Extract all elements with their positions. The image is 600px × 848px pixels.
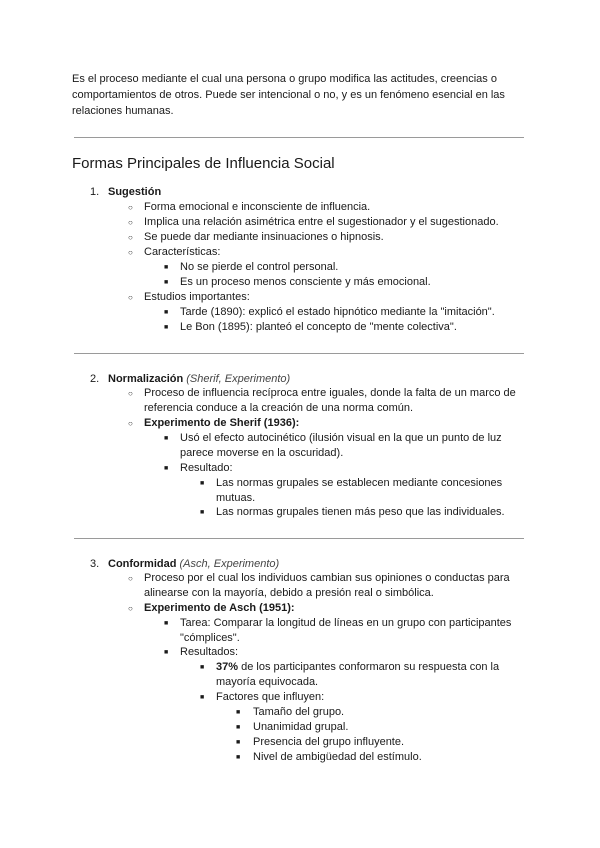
item-heading bbox=[108, 185, 161, 200]
section-title: Formas Principales de Influencia Social bbox=[72, 155, 335, 172]
list-item: Proceso por el cual los individuos cambian sus opiniones o conductas para alinearse con la mayoría, debido a presión real o simbólica. bbox=[144, 572, 510, 599]
list-item: Le Bon (1895): planteó el concepto de "mente colectiva". bbox=[180, 321, 457, 333]
circle-bullet-icon: ○ bbox=[128, 248, 133, 257]
item-heading bbox=[108, 372, 290, 387]
square-bullet-icon: ■ bbox=[164, 465, 169, 472]
percentage-value: 37% bbox=[216, 661, 239, 673]
square-bullet-icon: ■ bbox=[164, 435, 169, 442]
divider bbox=[74, 353, 524, 354]
list-item: Unanimidad grupal. bbox=[253, 721, 349, 733]
square-bullet-icon: ■ bbox=[164, 620, 169, 627]
list-item: Usó el efecto autocinético (ilusión visual en la que un punto de luz parece moverse en la oscuridad). bbox=[180, 432, 502, 459]
item-number: 3. bbox=[90, 558, 100, 570]
square-bullet-icon: ■ bbox=[200, 694, 205, 701]
divider bbox=[74, 538, 524, 539]
item-number: 1. bbox=[90, 186, 100, 198]
intro-paragraph: Es el proceso mediante el cual una persona o grupo modifica las actitudes, creencias o comportamientos de otros. Puede ser intencional o no, y es un fenómeno esencial en las relaciones humanas. bbox=[72, 73, 505, 117]
list-item: Presencia del grupo influyente. bbox=[253, 736, 405, 748]
square-bullet-icon: ■ bbox=[200, 509, 205, 516]
circle-bullet-icon: ○ bbox=[128, 218, 133, 227]
list-item: Las normas grupales tienen más peso que las individuales. bbox=[216, 506, 505, 518]
circle-bullet-icon: ○ bbox=[128, 389, 133, 398]
square-bullet-icon: ■ bbox=[236, 709, 241, 716]
square-bullet-icon: ■ bbox=[164, 279, 169, 286]
list-item bbox=[216, 660, 516, 690]
item-heading-tag: (Asch, Experimento) bbox=[179, 558, 280, 570]
square-bullet-icon: ■ bbox=[236, 754, 241, 761]
circle-bullet-icon: ○ bbox=[128, 203, 133, 212]
list-item: Proceso de influencia recíproca entre iguales, donde la falta de un marco de referencia conduce a la creación de una norma común. bbox=[144, 387, 516, 414]
list-item: Características: bbox=[144, 246, 221, 258]
circle-bullet-icon: ○ bbox=[128, 293, 133, 302]
square-bullet-icon: ■ bbox=[200, 664, 205, 671]
square-bullet-icon: ■ bbox=[164, 264, 169, 271]
percentage-text: de los participantes conformaron su respuesta con la mayoría equivocada. bbox=[216, 661, 500, 688]
list-item: Las normas grupales se establecen mediante concesiones mutuas. bbox=[216, 477, 503, 504]
item-heading-name: Sugestión bbox=[108, 186, 162, 198]
square-bullet-icon: ■ bbox=[164, 324, 169, 331]
list-item: Tamaño del grupo. bbox=[253, 706, 345, 718]
list-item: Nivel de ambigüedad del estímulo. bbox=[253, 751, 422, 763]
circle-bullet-icon: ○ bbox=[128, 604, 133, 613]
list-item: Forma emocional e inconsciente de influencia. bbox=[144, 201, 371, 213]
square-bullet-icon: ■ bbox=[236, 739, 241, 746]
item-heading-tag: (Sherif, Experimento) bbox=[186, 373, 291, 385]
list-item: Factores que influyen: bbox=[216, 691, 325, 703]
list-item: Resultado: bbox=[180, 462, 233, 474]
list-item: Tarde (1890): explicó el estado hipnótico mediante la "imitación". bbox=[180, 306, 495, 318]
item-heading-name: Normalización bbox=[108, 373, 184, 385]
experiment-heading: Experimento de Sherif (1936): bbox=[144, 417, 300, 429]
list-item: Tarea: Comparar la longitud de líneas en un grupo con participantes "cómplices". bbox=[180, 617, 512, 644]
experiment-heading: Experimento de Asch (1951): bbox=[144, 602, 295, 614]
square-bullet-icon: ■ bbox=[200, 480, 205, 487]
item-heading bbox=[108, 557, 279, 572]
item-number: 2. bbox=[90, 373, 100, 385]
list-item: No se pierde el control personal. bbox=[180, 261, 339, 273]
square-bullet-icon: ■ bbox=[236, 724, 241, 731]
square-bullet-icon: ■ bbox=[164, 309, 169, 316]
circle-bullet-icon: ○ bbox=[128, 574, 133, 583]
divider bbox=[74, 137, 524, 138]
circle-bullet-icon: ○ bbox=[128, 233, 133, 242]
list-item: Resultados: bbox=[180, 646, 239, 658]
list-item: Implica una relación asimétrica entre el sugestionador y el sugestionado. bbox=[144, 216, 499, 228]
list-item: Se puede dar mediante insinuaciones o hipnosis. bbox=[144, 231, 384, 243]
item-heading-name: Conformidad bbox=[108, 558, 177, 570]
list-item: Es un proceso menos consciente y más emocional. bbox=[180, 276, 431, 288]
circle-bullet-icon: ○ bbox=[128, 419, 133, 428]
square-bullet-icon: ■ bbox=[164, 649, 169, 656]
list-item: Estudios importantes: bbox=[144, 291, 250, 303]
